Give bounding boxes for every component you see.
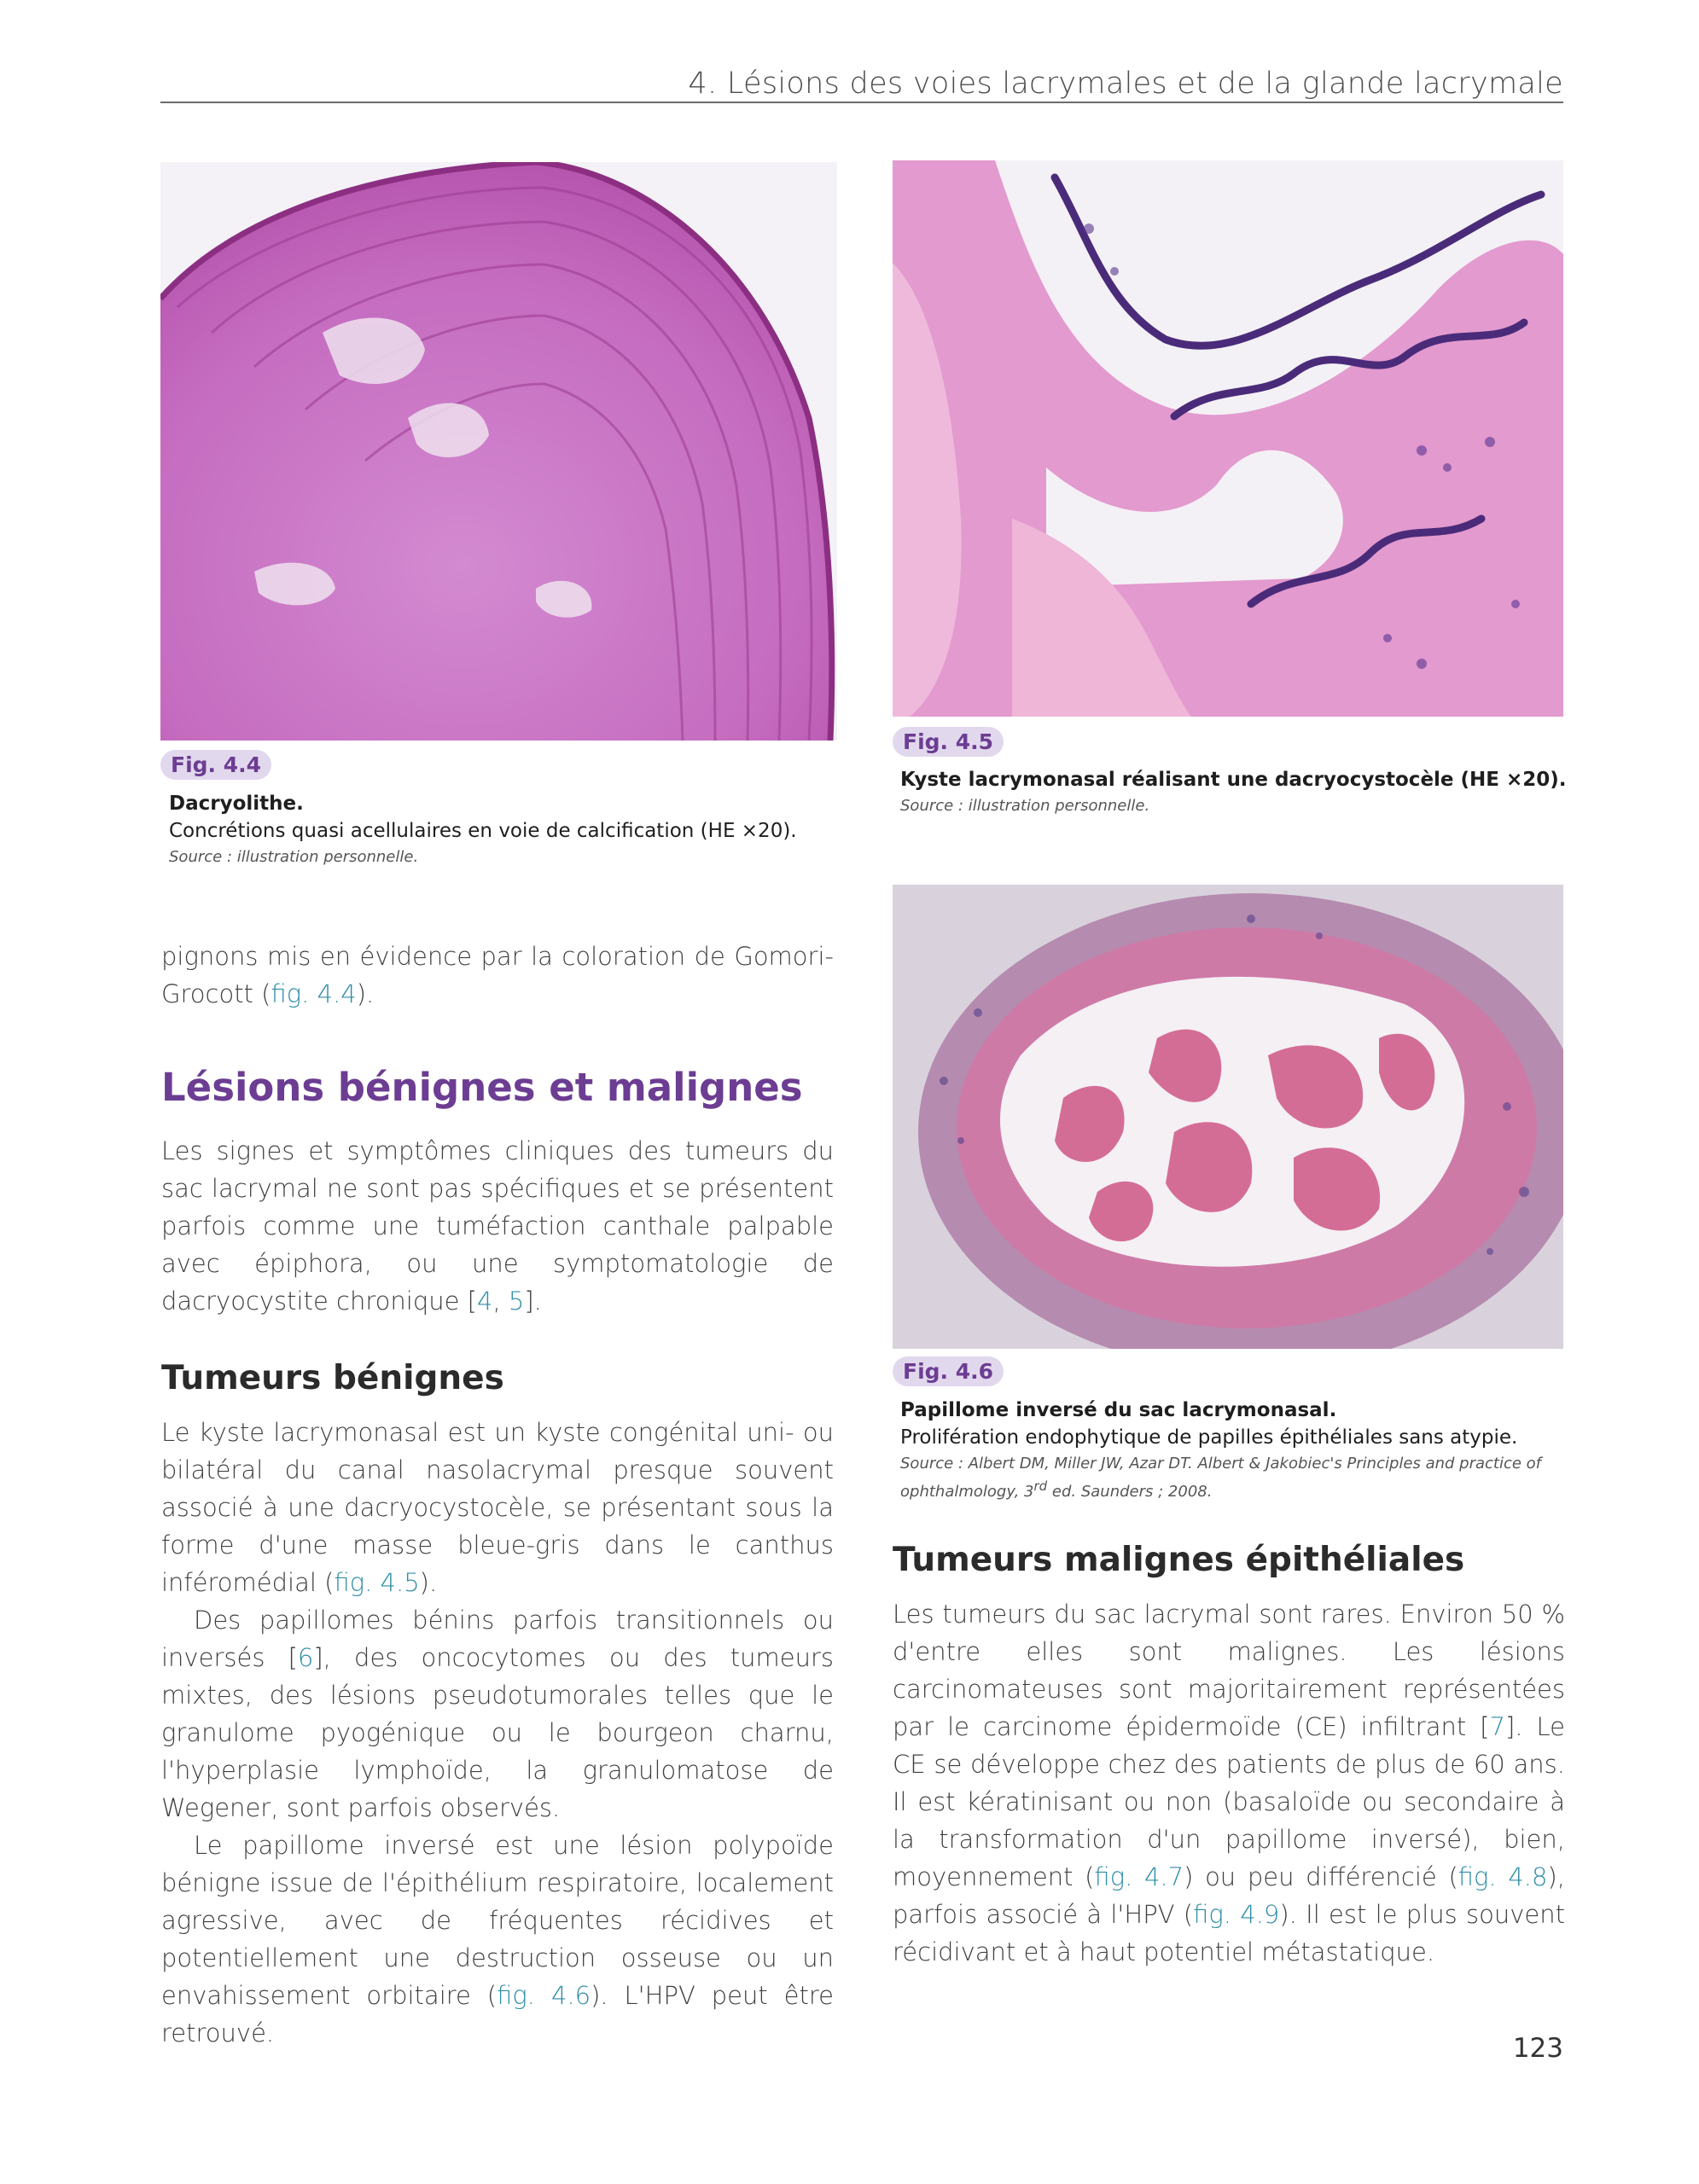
malignant-heading: Tumeurs malignes épithéliales <box>893 1541 1465 1579</box>
figure-4-6-title: Papillome inversé du sac lacrymonasal. <box>900 1399 1337 1421</box>
citation-link[interactable]: 6 <box>297 1643 314 1672</box>
benign-text-end: ], des oncocytomes ou des tumeurs mixtes, des lésions pseudotumorales telles que le granulome pyogénique ou le bourgeon charnu, l'hyperplasie lymphoïde, la granulomatose de Wegener, sont parfois observés. <box>161 1643 834 1822</box>
figure-4-6-source-line-1: Source : Albert DM, Miller JW, Azar DT. Albert & Jakobiec's Principles and practice of <box>900 1455 1542 1472</box>
running-head: 4. Lésions des voies lacrymales et de la glande lacrymale <box>688 67 1563 101</box>
figure-4-4-image <box>160 162 837 741</box>
figure-4-4-caption <box>169 790 869 868</box>
figure-4-5-image <box>893 160 1563 717</box>
malignant-text-end: ). Il est le plus souvent récidivant et à haut potentiel métastatique. <box>893 1900 1565 1966</box>
intro-text-end: ). <box>356 979 375 1008</box>
benign-heading: Tumeurs bénignes <box>161 1359 504 1397</box>
left-column <box>161 938 834 2052</box>
figure-4-4-tag: Fig. 4.4 <box>160 750 271 780</box>
malignant-text: Les tumeurs du sac lacrymal sont rares. Environ 50 % d'entre elles sont malignes. Les lésions carcinomateuses sont majoritairement représentées par le carcinome épidermoïde (CE) infiltrant [ <box>893 1600 1565 1741</box>
benign-text: Le kyste lacrymonasal est un kyste congénital uni- ou bilatéral du canal nasolacrymal presque souvent associé à une dacryocystocèle, se présentant sous la forme d'une masse bleue-gris dans le canthus inféromédial ( <box>161 1418 834 1597</box>
figure-4-6-source-line-2-end: ed. Saunders ; 2008. <box>1047 1483 1213 1501</box>
figure-4-4-description: Concrétions quasi acellulaires en voie de calcification (HE ×20). <box>169 820 797 842</box>
reference-link[interactable]: fig. 4.5 <box>334 1568 420 1597</box>
benign-text-end: ). <box>419 1568 438 1597</box>
figure-4-4-title: Dacryolithe. <box>169 793 304 815</box>
figure-4-6-tag: Fig. 4.6 <box>893 1356 1004 1386</box>
malignant-text: ), parfois associé à l'HPV ( <box>893 1862 1565 1929</box>
section-heading: Lésions bénignes et malignes <box>161 1065 803 1110</box>
section-paragraph <box>161 1132 834 1320</box>
figure-4-5-caption <box>900 766 1600 817</box>
benign-paragraph-3 <box>161 1827 834 2052</box>
figure-4-6-source-superscript: rd <box>1033 1478 1048 1494</box>
citation-link[interactable]: 4 <box>476 1287 493 1316</box>
figure-4-5-tag: Fig. 4.5 <box>893 727 1004 757</box>
figure-4-4-source: Source : illustration personnelle. <box>169 848 419 866</box>
benign-text: Des papillomes bénins parfois transitionnels ou inversés [ <box>161 1606 834 1672</box>
figure-4-6-source <box>900 1453 1574 1503</box>
benign-paragraph-1 <box>161 1414 834 1601</box>
header-rule <box>160 102 1563 103</box>
malignant-text: ]. Le CE se développe chez des patients de plus de 60 ans. Il est kératinisant ou non (basaloïde ou secondaire à la transformation d'un papillome inversé), bien, moyennement ( <box>893 1712 1565 1891</box>
reference-link[interactable]: fig. 4.7 <box>1094 1862 1184 1891</box>
reference-link[interactable]: fig. 4.9 <box>1193 1900 1280 1929</box>
figure-4-5-title: Kyste lacrymonasal réalisant une dacryocystocèle (HE ×20). <box>900 769 1567 791</box>
citation-link[interactable]: 5 <box>508 1287 525 1316</box>
page-number: 123 <box>1512 2033 1563 2064</box>
intro-paragraph <box>161 938 834 1013</box>
benign-text: Le papillome inversé est une lésion polypoïde bénigne issue de l'épithélium respiratoire, localement agressive, avec de fréquentes récidives et potentiellement une destruction osseuse ou un envahissement orbitaire ( <box>161 1831 834 2010</box>
figure-4-6-description: Prolifération endophytique de papilles épithéliales sans atypie. <box>900 1426 1518 1449</box>
section-text-end: ]. <box>524 1287 542 1316</box>
figure-4-6-source-line-2: ophthalmology, 3 <box>900 1483 1034 1501</box>
figure-4-5-source: Source : illustration personnelle. <box>900 797 1150 815</box>
reference-link[interactable]: fig. 4.8 <box>1458 1862 1548 1891</box>
malignant-text: ) ou peu différencié ( <box>1184 1862 1458 1891</box>
citation-link[interactable]: 7 <box>1489 1712 1505 1741</box>
benign-paragraph-2 <box>161 1601 834 1827</box>
intro-text: pignons mis en évidence par la coloration de Gomori-Grocott ( <box>161 942 834 1008</box>
malignant-paragraph <box>893 1595 1565 1971</box>
reference-link[interactable]: fig. 4.4 <box>271 979 357 1008</box>
figure-4-6-caption <box>900 1397 1574 1503</box>
right-column <box>893 1537 1565 1971</box>
citation-separator: , <box>492 1287 509 1316</box>
figure-4-6-image <box>893 885 1563 1349</box>
benign-text-end: ). L'HPV peut être retrouvé. <box>161 1981 834 2048</box>
section-text: Les signes et symptômes cliniques des tumeurs du sac lacrymal ne sont pas spécifiques et se présentent parfois comme une tuméfaction canthale palpable avec épiphora, ou une symptomatologie de dacryocystite chronique [ <box>161 1136 834 1316</box>
reference-link[interactable]: fig. 4.6 <box>497 1981 591 2010</box>
